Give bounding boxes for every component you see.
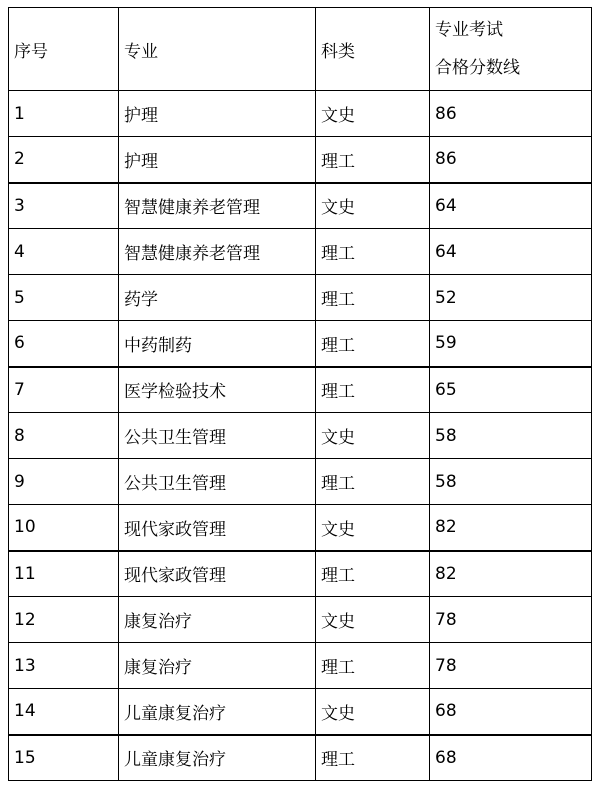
header-row xyxy=(9,8,592,91)
cell-index: 11 xyxy=(9,551,119,597)
cell-category: 文史 xyxy=(316,91,430,137)
cell-major: 公共卫生管理 xyxy=(119,413,316,459)
cell-category: 理工 xyxy=(316,275,430,321)
cell-index: 8 xyxy=(9,413,119,459)
cell-category: 理工 xyxy=(316,321,430,367)
table-row xyxy=(9,229,592,275)
cell-major: 儿童康复治疗 xyxy=(119,689,316,735)
header-score xyxy=(430,8,592,91)
table-row xyxy=(9,735,592,781)
cell-index: 3 xyxy=(9,183,119,229)
table-row xyxy=(9,413,592,459)
cell-major: 现代家政管理 xyxy=(119,551,316,597)
cell-major: 现代家政管理 xyxy=(119,505,316,551)
cell-index: 10 xyxy=(9,505,119,551)
cell-category: 理工 xyxy=(316,137,430,183)
cell-index: 14 xyxy=(9,689,119,735)
cell-index: 9 xyxy=(9,459,119,505)
cell-index: 15 xyxy=(9,735,119,781)
table-row xyxy=(9,367,592,413)
cell-major: 康复治疗 xyxy=(119,643,316,689)
table-row xyxy=(9,91,592,137)
cell-score: 65 xyxy=(430,367,592,413)
cell-category: 理工 xyxy=(316,229,430,275)
cell-index: 4 xyxy=(9,229,119,275)
cell-category: 理工 xyxy=(316,643,430,689)
table-row xyxy=(9,689,592,735)
cell-major: 康复治疗 xyxy=(119,597,316,643)
cell-score: 86 xyxy=(430,91,592,137)
cell-score: 68 xyxy=(430,735,592,781)
table-row xyxy=(9,597,592,643)
cell-major: 智慧健康养老管理 xyxy=(119,183,316,229)
cell-category: 理工 xyxy=(316,459,430,505)
table-row xyxy=(9,137,592,183)
cell-major: 智慧健康养老管理 xyxy=(119,229,316,275)
table-row xyxy=(9,275,592,321)
table-row xyxy=(9,183,592,229)
cell-major: 护理 xyxy=(119,91,316,137)
cell-index: 2 xyxy=(9,137,119,183)
cell-major: 公共卫生管理 xyxy=(119,459,316,505)
cell-score: 82 xyxy=(430,551,592,597)
cell-score: 78 xyxy=(430,643,592,689)
cell-major: 医学检验技术 xyxy=(119,367,316,413)
cell-major: 药学 xyxy=(119,275,316,321)
cell-score: 59 xyxy=(430,321,592,367)
table-header xyxy=(9,8,592,91)
cell-index: 13 xyxy=(9,643,119,689)
cell-category: 文史 xyxy=(316,597,430,643)
cell-score: 64 xyxy=(430,229,592,275)
cell-major: 中药制药 xyxy=(119,321,316,367)
cell-category: 文史 xyxy=(316,689,430,735)
cell-score: 58 xyxy=(430,413,592,459)
cell-index: 12 xyxy=(9,597,119,643)
cell-index: 7 xyxy=(9,367,119,413)
cell-index: 5 xyxy=(9,275,119,321)
cell-category: 文史 xyxy=(316,505,430,551)
cell-score: 64 xyxy=(430,183,592,229)
table-row xyxy=(9,505,592,551)
cell-major: 儿童康复治疗 xyxy=(119,735,316,781)
cell-category: 文史 xyxy=(316,413,430,459)
header-index: 序号 xyxy=(9,8,119,91)
cell-score: 52 xyxy=(430,275,592,321)
cell-score: 58 xyxy=(430,459,592,505)
table-row xyxy=(9,459,592,505)
cell-score: 78 xyxy=(430,597,592,643)
header-score-line1: 专业考试 xyxy=(435,20,503,40)
cell-score: 86 xyxy=(430,137,592,183)
header-major: 专业 xyxy=(119,8,316,91)
cell-category: 文史 xyxy=(316,183,430,229)
table-row xyxy=(9,551,592,597)
cell-category: 理工 xyxy=(316,735,430,781)
header-score-line2: 合格分数线 xyxy=(435,58,520,78)
header-category: 科类 xyxy=(316,8,430,91)
score-table xyxy=(8,7,592,781)
cell-score: 82 xyxy=(430,505,592,551)
cell-index: 1 xyxy=(9,91,119,137)
table-body xyxy=(9,91,592,781)
cell-major: 护理 xyxy=(119,137,316,183)
table-row xyxy=(9,643,592,689)
cell-category: 理工 xyxy=(316,367,430,413)
table-row xyxy=(9,321,592,367)
cell-category: 理工 xyxy=(316,551,430,597)
cell-score: 68 xyxy=(430,689,592,735)
cell-index: 6 xyxy=(9,321,119,367)
